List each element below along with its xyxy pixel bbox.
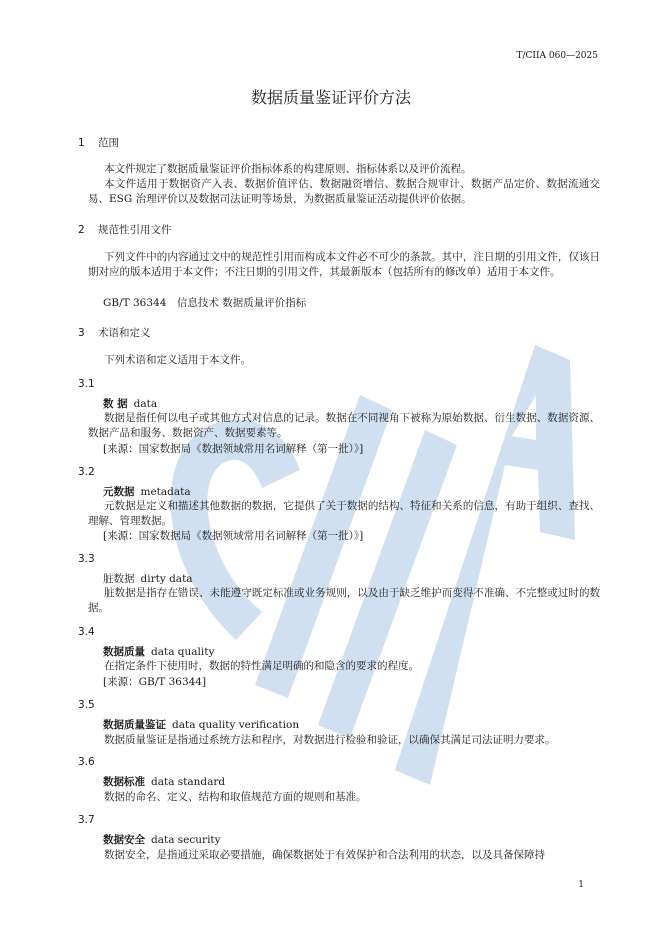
term-number: 3.7	[78, 814, 95, 826]
section-1-title: 范围	[98, 137, 119, 149]
section-2-number: 2	[78, 224, 85, 236]
term-definition: 数据安全，是指通过采取必要措施，确保数据处于有效保护和合法利用的状态，以及具备保障持	[104, 849, 545, 861]
term-cn: 数据质量	[103, 646, 145, 658]
term-heading	[103, 833, 221, 848]
term-number: 3.1	[78, 378, 95, 390]
normative-reference: GB/T 36344 信息技术 数据质量评价指标	[103, 297, 307, 309]
term-number: 3.3	[78, 553, 95, 565]
term-number: 3.6	[78, 756, 95, 768]
section-2-paragraph: 下列文件中的内容通过文中的规范性引用而构成本文件必不可少的条款。其中，注日期的引用文件，仅该日期对应的版本适用于本文件；不注日期的引用文件，其最新版本（包括所有的修改单）适用于本文件。	[88, 251, 600, 278]
term-number: 3.5	[78, 699, 95, 711]
term-definition: 在指定条件下使用时，数据的特性满足明确的和隐含的要求的程度。	[104, 660, 419, 672]
term-en: data quality	[151, 646, 215, 658]
term-en: data standard	[151, 776, 226, 788]
section-3-intro: 下列术语和定义适用于本文件。	[104, 354, 251, 366]
term-source: [来源：GB/T 36344]	[103, 676, 207, 688]
term-heading	[103, 572, 193, 587]
term-cn: 元数据	[103, 486, 135, 498]
term-en: metadata	[140, 486, 191, 498]
section-1-number: 1	[78, 137, 85, 149]
document-title: 数据质量鉴证评价方法	[250, 88, 411, 107]
term-cn: 脏数据	[103, 573, 135, 585]
term-source: [来源：国家数据局《数据领域常用名词解释（第一批）》]	[103, 530, 364, 542]
section-2-title: 规范性引用文件	[98, 224, 172, 236]
term-heading	[103, 397, 157, 412]
section-1-paragraph-1: 本文件规定了数据质量鉴证评价指标体系的构建原则、指标体系以及评价流程。	[104, 163, 472, 175]
term-source: [来源：国家数据局《数据领域常用名词解释（第一批）》]	[103, 443, 364, 455]
term-definition: 元数据是定义和描述其他数据的数据，它提供了关于数据的结构、特征和关系的信息，有助于组织、查找、理解、管理数据。	[88, 500, 600, 527]
standard-number: T/CIIA 060—2025	[516, 51, 598, 61]
term-cn: 数据标准	[103, 776, 145, 788]
term-en: data quality verification	[172, 719, 300, 731]
term-en: data security	[151, 834, 221, 846]
term-definition: 数据的命名、定义、结构和取值规范方面的规则和基准。	[104, 791, 367, 803]
term-cn: 数据质量鉴证	[103, 719, 166, 731]
term-heading	[103, 485, 191, 500]
term-heading	[103, 718, 299, 733]
term-en: data	[133, 398, 158, 410]
section-3-number: 3	[78, 327, 85, 339]
term-number: 3.2	[78, 466, 95, 478]
term-number: 3.4	[78, 626, 95, 638]
term-definition: 数据质量鉴证是指通过系统方法和程序，对数据进行检验和验证，以确保其满足司法证明力要求。	[104, 734, 556, 746]
term-cn: 数据安全	[103, 834, 145, 846]
section-3-title: 术语和定义	[98, 327, 151, 339]
term-cn: 数 据	[103, 398, 128, 410]
term-heading	[103, 645, 214, 660]
term-en: dirty data	[140, 573, 193, 585]
section-1-paragraph-2: 本文件适用于数据资产入表、数据价值评估、数据融资增信、数据合规审计、数据产品定价、数据流通交易、ESG 治理评价以及数据司法证明等场景，为数据质量鉴证活动提供评价依据。	[88, 178, 600, 205]
section-1-heading	[78, 136, 119, 151]
page-number: 1	[578, 880, 584, 890]
term-definition: 脏数据是指存在错误、未能遵守既定标准或业务规则，以及由于缺乏维护而变得不准确、不完整或过时的数据。	[88, 587, 600, 614]
term-definition: 数据是指任何以电子或其他方式对信息的记录。数据在不同视角下被称为原始数据、衍生数据、数据资源、数据产品和服务、数据资产、数据要素等。	[88, 412, 600, 439]
section-2-heading	[78, 223, 172, 238]
term-heading	[103, 775, 225, 790]
section-3-heading	[78, 326, 151, 341]
